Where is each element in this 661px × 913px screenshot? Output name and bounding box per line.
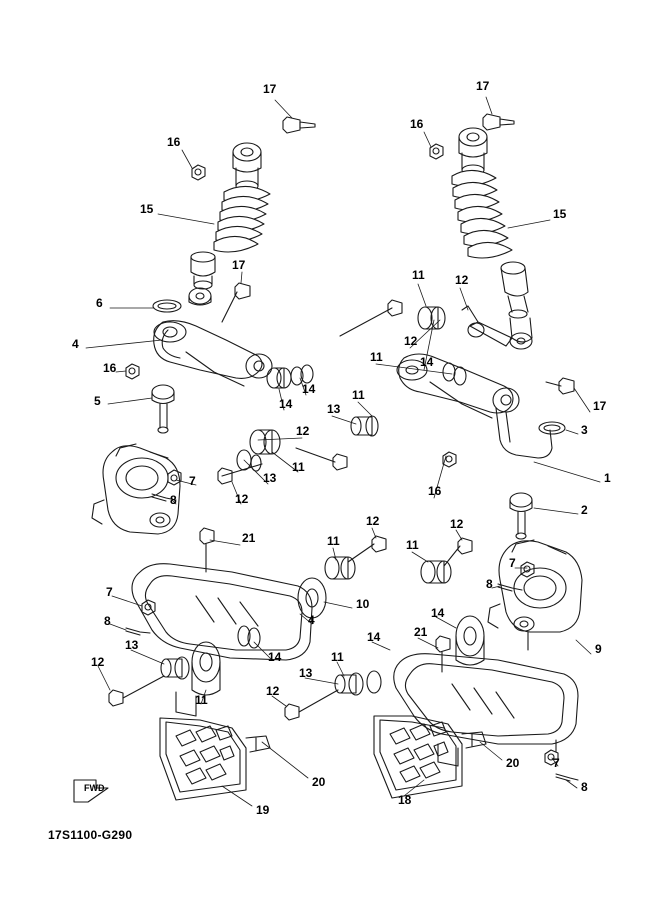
callout-14: 14 bbox=[279, 397, 293, 411]
callout-11: 11 bbox=[370, 350, 383, 364]
callout-12: 12 bbox=[235, 492, 249, 506]
callout-13: 13 bbox=[125, 638, 139, 652]
callout-14: 14 bbox=[302, 382, 316, 396]
callout-1: 1 bbox=[604, 471, 611, 485]
callout-14: 14 bbox=[420, 355, 434, 369]
callout-8: 8 bbox=[170, 493, 177, 507]
bolt-12-left-low bbox=[218, 464, 262, 484]
callout-12: 12 bbox=[450, 517, 464, 531]
callout-20: 20 bbox=[312, 775, 326, 789]
callout-14: 14 bbox=[367, 630, 381, 644]
leader-lines bbox=[86, 97, 600, 806]
callout-4: 4 bbox=[308, 613, 315, 627]
callout-11: 11 bbox=[412, 268, 425, 282]
callout-2: 2 bbox=[581, 503, 588, 517]
bolt-17-right-mid bbox=[546, 378, 574, 394]
nut-16-left bbox=[192, 165, 205, 180]
callout-11: 11 bbox=[406, 538, 419, 552]
nut-16-right bbox=[430, 144, 443, 159]
bolt-12-right-bottom bbox=[285, 690, 338, 720]
circlip-3 bbox=[539, 422, 565, 434]
collar-13-a bbox=[351, 416, 378, 436]
right-shock-absorber bbox=[452, 128, 532, 349]
callout-18: 18 bbox=[398, 793, 412, 807]
callout-13: 13 bbox=[263, 471, 277, 485]
bolt-12-left-lower-arm bbox=[348, 536, 386, 562]
fwd-direction-label: FWD bbox=[84, 783, 105, 793]
callout-12: 12 bbox=[91, 655, 105, 669]
callout-21: 21 bbox=[414, 625, 428, 639]
callout-16: 16 bbox=[410, 117, 424, 131]
nut-16-arm bbox=[126, 364, 139, 379]
callout-13: 13 bbox=[299, 666, 313, 680]
callout-16: 16 bbox=[103, 361, 117, 375]
diagram-part-code: 17S1100-G290 bbox=[48, 828, 133, 842]
cotter-pin-8-lower-right bbox=[556, 774, 578, 781]
callout-12: 12 bbox=[296, 424, 310, 438]
bolt-12-right-lower-arm bbox=[444, 538, 472, 566]
callout-5: 5 bbox=[94, 394, 101, 408]
callout-7: 7 bbox=[106, 585, 113, 599]
callout-19: 19 bbox=[256, 803, 270, 817]
callout-11: 11 bbox=[352, 388, 365, 402]
callout-12: 12 bbox=[366, 514, 380, 528]
callout-13: 13 bbox=[327, 402, 341, 416]
cotter-pin-8-lower-left bbox=[126, 628, 150, 635]
right-footrest bbox=[374, 716, 486, 798]
nut-7-right-upper bbox=[521, 562, 534, 577]
callout-7: 7 bbox=[553, 756, 560, 770]
callout-16: 16 bbox=[428, 484, 442, 498]
callout-14: 14 bbox=[268, 650, 282, 664]
callout-17: 17 bbox=[593, 399, 607, 413]
ball-joint-5 bbox=[152, 385, 174, 433]
lower-left-arm bbox=[132, 564, 326, 716]
callout-3: 3 bbox=[581, 423, 588, 437]
bolt-17-left bbox=[283, 117, 315, 133]
callout-12: 12 bbox=[404, 334, 418, 348]
left-steering-knuckle bbox=[92, 444, 180, 534]
callout-16: 16 bbox=[167, 135, 181, 149]
left-footrest bbox=[160, 718, 270, 800]
bolt-21-left bbox=[200, 528, 214, 572]
bolt-12-left-bottom bbox=[109, 676, 164, 706]
bushing-11-right-lower bbox=[421, 561, 451, 583]
right-steering-knuckle bbox=[488, 540, 582, 650]
callout-12: 12 bbox=[266, 684, 280, 698]
callout-17: 17 bbox=[232, 258, 246, 272]
bolt-12-left-upper bbox=[340, 300, 402, 336]
callout-4: 4 bbox=[72, 337, 79, 351]
bushing-set-right-upper bbox=[418, 307, 466, 385]
callout-12: 12 bbox=[455, 273, 469, 287]
callout-7: 7 bbox=[189, 474, 196, 488]
left-shock-absorber bbox=[189, 143, 270, 305]
callout-8: 8 bbox=[104, 614, 111, 628]
callout-10: 10 bbox=[356, 597, 370, 611]
callout-11: 11 bbox=[331, 650, 344, 664]
callout-21: 21 bbox=[242, 531, 256, 545]
callout-8: 8 bbox=[581, 780, 588, 794]
link-rod-right bbox=[462, 306, 512, 346]
callout-15: 15 bbox=[553, 207, 567, 221]
callout-15: 15 bbox=[140, 202, 154, 216]
callout-17: 17 bbox=[476, 79, 490, 93]
washer-13-right-lower bbox=[335, 671, 381, 695]
callout-9: 9 bbox=[595, 642, 602, 656]
callout-11: 11 bbox=[327, 534, 340, 548]
callout-11: 11 bbox=[292, 460, 305, 474]
callout-17: 17 bbox=[263, 82, 277, 96]
circlip-6 bbox=[153, 300, 181, 312]
bolt-17-midleft bbox=[222, 283, 250, 322]
callout-11: 11 bbox=[195, 693, 208, 707]
upper-left-arm bbox=[154, 321, 272, 386]
bolt-21-right bbox=[436, 636, 450, 672]
bolt-17-right bbox=[483, 114, 514, 130]
callout-20: 20 bbox=[506, 756, 520, 770]
washer-13-left-lower bbox=[161, 657, 189, 679]
callout-7: 7 bbox=[509, 556, 516, 570]
ball-joint-2 bbox=[510, 493, 532, 539]
callout-14: 14 bbox=[431, 606, 445, 620]
callout-6: 6 bbox=[96, 296, 103, 310]
callout-8: 8 bbox=[486, 577, 493, 591]
